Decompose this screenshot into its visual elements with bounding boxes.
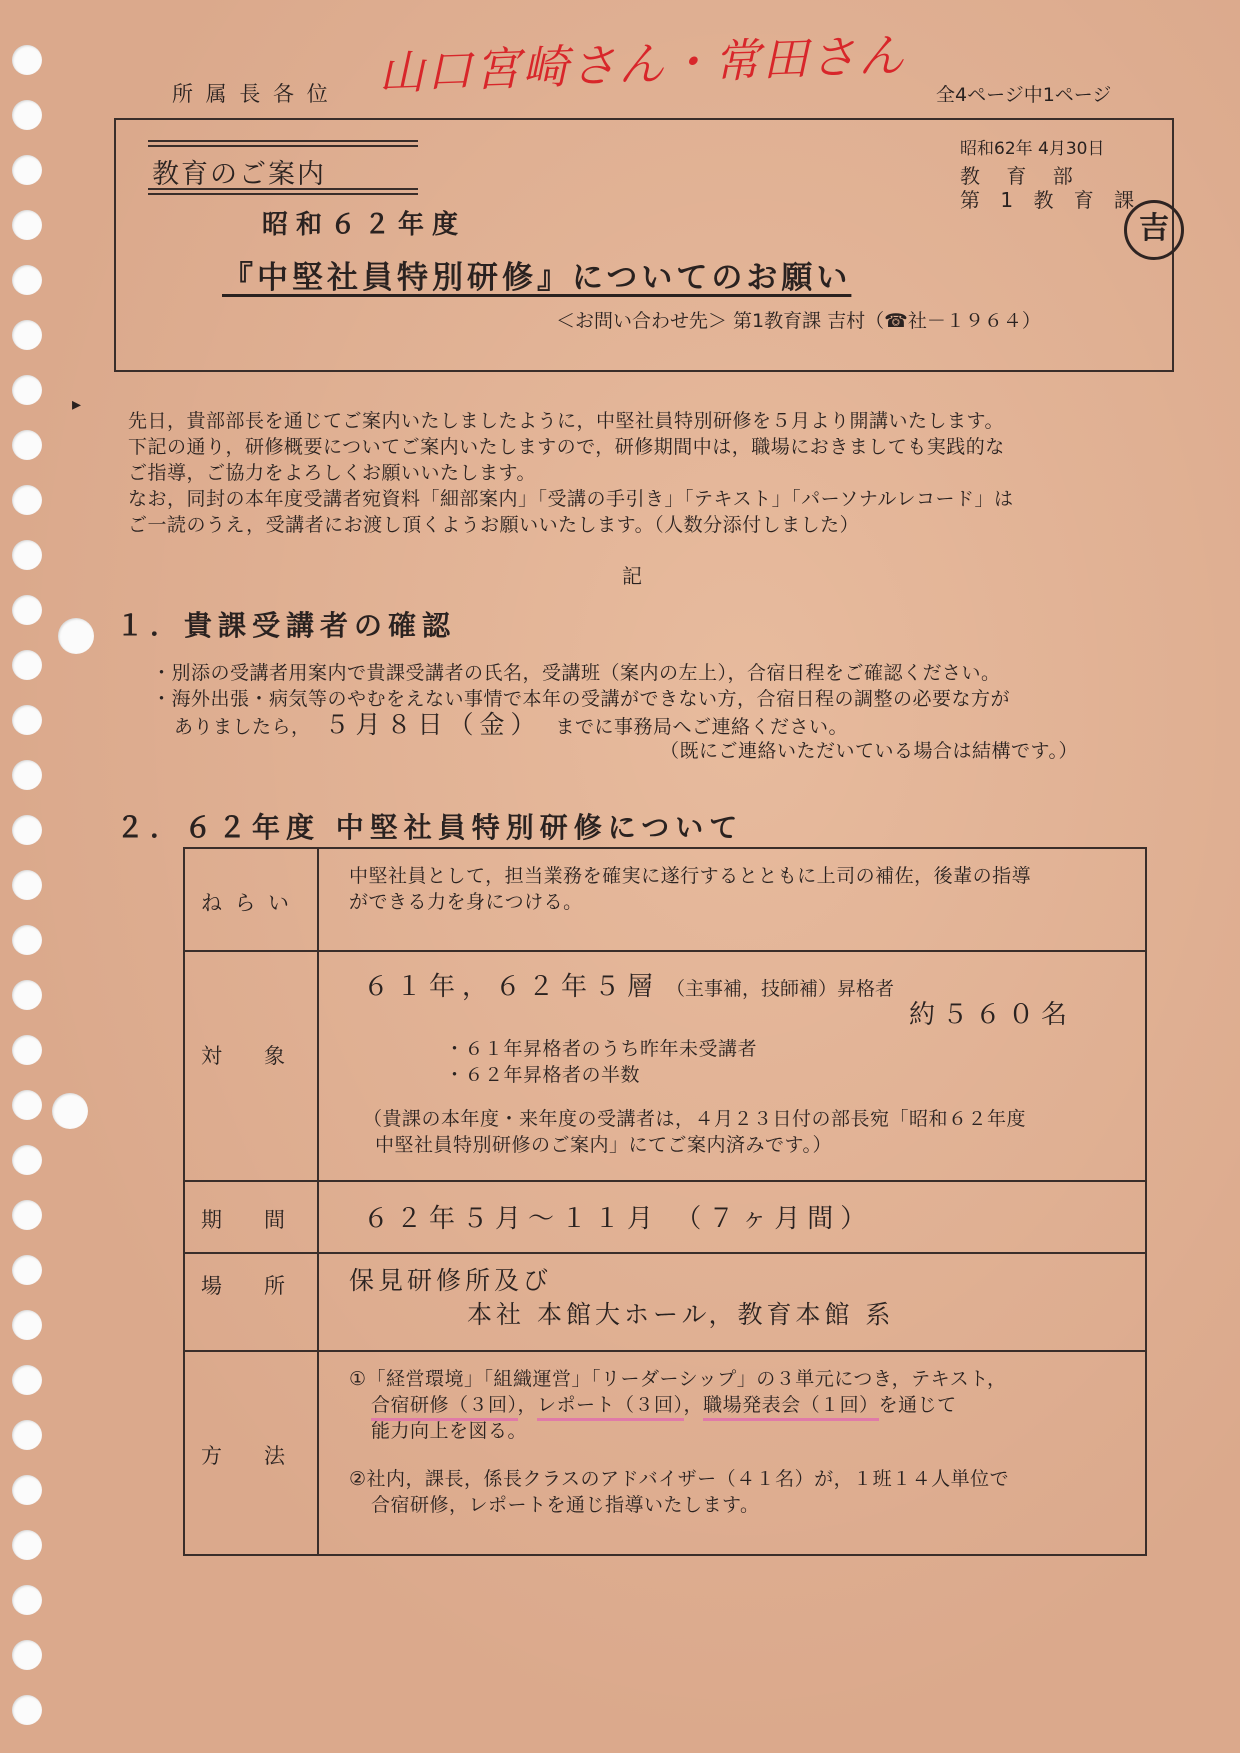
addressee: 所 属 長 各 位 [172,82,331,106]
binder-hole-large [52,1093,88,1129]
binder-hole [12,430,42,460]
highlight-report: レポート（３回） [537,1394,684,1421]
binder-hole [12,1695,42,1725]
value-method: ①「経営環境」「組織運営」「リーダーシップ」の３単元につき，テキスト， 合宿研修（３回），レポート（３回），職場発表会（１回）を通じて 能力向上を図る。 ②社内，課長，係長クラスのアドバイザー（４１名）が，１班１４人単位で 合宿研修，レポートを通じ指導いたします。 [318,1351,1146,1555]
deadline-prefix: ありましたら， [174,716,311,738]
label-aim: ね ら い [184,848,318,951]
value-place: 保見研修所及び 本社 本館大ホール，教育本館 系 [318,1253,1146,1351]
label-place: 場 所 [184,1253,318,1351]
binder-hole [12,705,42,735]
intro-line: 先日，貴部部長を通じてご案内いたしましたように，中堅社員特別研修を５月より開講いたします。 [128,410,1004,432]
training-overview-table [183,847,1147,1556]
label-method: 方 法 [184,1351,318,1555]
binder-hole [12,1145,42,1175]
highlight-presentation: 職場発表会（１回） [703,1394,879,1421]
binder-hole [12,1585,42,1615]
binder-hole [12,1365,42,1395]
target-count: 約５６０名 [909,1000,1075,1030]
value-target [318,951,1146,1181]
handwritten-note: 山口宮崎さん・常田さん [377,27,907,101]
label-rule [148,145,418,147]
binder-hole [12,870,42,900]
intro-line: 下記の通り，研修概要についてご案内いたしますので，研修期間中は，職場におきましても実践的な [128,436,1005,458]
section-1-bullet: ・海外出張・病気等のやむをえない事情で本年の受講ができない方，合宿日程の調整の必要な方が [152,688,1011,710]
deadline-suffix: までに事務局へご連絡ください。 [555,716,849,738]
binder-hole [12,815,42,845]
ki-marker: 記 [622,564,642,588]
label-period: 期 間 [184,1181,318,1253]
fiscal-year: 昭和６２年度 [262,210,467,240]
binder-hole [12,650,42,680]
binder-hole [12,1090,42,1120]
target-note: 中堅社員特別研修のご案内」にてご案内済みです。） [375,1134,832,1156]
binder-hole [12,980,42,1010]
document-title: 『中堅社員特別研修』についてのお願い [222,260,852,296]
binder-hole [12,320,42,350]
binder-hole [12,1200,42,1230]
label-target: 対 象 [184,951,318,1181]
target-note: （貴課の本年度・来年度の受講者は，４月２３日付の部長宛「昭和６２年度 [363,1108,1027,1130]
intro-line: ご指導，ご協力をよろしくお願いいたします。 [128,462,536,484]
binder-hole [12,540,42,570]
binder-hole [12,760,42,790]
binder-hole [12,1035,42,1065]
section-1-deadline-line [174,712,848,740]
doc-label: 教育のご案内 [152,159,326,190]
row-place [184,1253,1146,1351]
deadline-date: ５月８日（金） [324,710,542,739]
binder-hole [12,1640,42,1670]
page-indicator: 全4ページ中1ページ [936,84,1112,106]
target-sub: ・６２年昇格者の半数 [445,1064,641,1086]
margin-mark: ▸ [72,394,82,415]
section-2-title: ２．６２年度 中堅社員特別研修について [116,811,744,844]
binder-hole [12,595,42,625]
binder-hole [12,1530,42,1560]
binder-hole-large [58,618,94,654]
intro-line: なお，同封の本年度受講者宛資料「細部案内」「受講の手引き」「テキスト」「パーソナルレコード」は [128,488,1014,510]
label-rule [148,140,418,142]
target-rank: （主事補，技師補）昇格者 [666,978,895,1000]
binder-hole [12,375,42,405]
seal-stamp: 吉 [1124,200,1184,260]
binder-hole [12,925,42,955]
binder-hole [12,1420,42,1450]
binder-hole [12,210,42,240]
intro-line: ご一読のうえ，受講者にお渡し頂くようお願いいたします。（人数分添付しました） [128,514,860,536]
target-sub: ・６１年昇格者のうち昨年未受講者 [445,1038,758,1060]
binder-hole [12,155,42,185]
binder-hole [12,1310,42,1340]
binder-hole [12,485,42,515]
row-period [184,1181,1146,1253]
row-aim [184,848,1146,951]
highlight-camp: 合宿研修（３回） [371,1394,518,1421]
issue-date: 昭和62年 4月30日 [960,139,1105,159]
binder-hole [12,1475,42,1505]
label-rule [148,193,418,195]
section-1-note: （既にご連絡いただいている場合は結構です。） [660,740,1078,762]
section: 第 1 教 育 課 [960,188,1142,212]
department: 教 育 部 [960,164,1083,188]
label-rule [148,188,418,190]
binder-hole [12,100,42,130]
value-aim: 中堅社員として，担当業務を確実に遂行するとともに上司の補佐，後輩の指導 ができる力を身につける。 [318,848,1146,951]
target-group: ６１年，６２年５層 [363,972,661,1002]
section-1-bullet: ・別添の受講者用案内で貴課受講者の氏名，受講班（案内の左上），合宿日程をご確認ください。 [152,662,1001,684]
row-target [184,951,1146,1181]
binder-hole [12,1255,42,1285]
row-method [184,1351,1146,1555]
binder-hole [12,45,42,75]
section-1-title: １．貴課受講者の確認 [116,609,457,642]
value-period: ６２年５月～１１月 （７ヶ月間） [318,1181,1146,1253]
binder-hole [12,265,42,295]
contact-info: ＜お問い合わせ先＞ 第1教育課 吉村（☎社－１９６４） [556,310,1041,332]
